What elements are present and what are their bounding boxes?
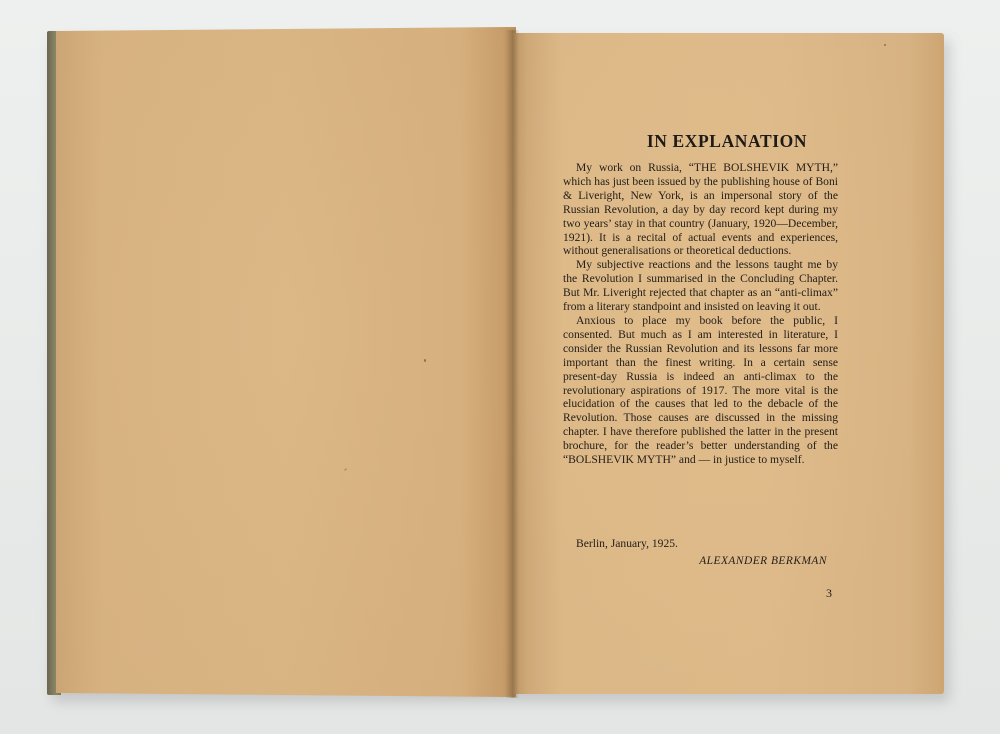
book-gutter	[505, 30, 519, 698]
dateline: Berlin, January, 1925.	[576, 537, 678, 550]
left-page	[56, 27, 516, 697]
page-title: IN EXPLANATION	[646, 131, 808, 151]
paragraph-2: My subjective reactions and the lessons taught me by the Revolution I summarised in the Concluding Chapter. But Mr. Liveright rejected that chapter as an “anti-climax” from a literary standpoint and insisted on leaving it out.	[563, 258, 838, 314]
right-page	[510, 33, 944, 694]
page-number: 3	[826, 586, 832, 600]
paper-speck	[424, 359, 426, 362]
paragraph-3: Anxious to place my book before the public, I consented. But much as I am interested in literature, I consider the Russian Revolution and its lessons far more important than the finest writing. In a certain sense present-day Russia is indeed an anti-climax to the revolutionary aspirations of 1917. The more vital is the elucidation of the causes that led to the debacle of the Revolution. Those causes are discussed in the missing chapter. I have therefore published the latter in the present brochure, for the reader’s better understanding of the “BOLSHEVIK MYTH” and — in justice to myself.	[563, 313, 838, 467]
paragraph-1: My work on Russia, “THE BOLSHEVIK MYTH,” which has just been issued by the publishing house of Boni & Liveright, New York, is an impersonal story of the Russian Revolution, a day by day record kept during my two years’ stay in that country (January, 1920—December, 1921). It is a recital of actual events and experiences, without generalisations or theoretical deductions.	[563, 161, 838, 258]
author-signature: ALEXANDER BERKMAN	[699, 555, 827, 567]
paper-speck	[344, 468, 347, 471]
body-text	[563, 161, 838, 467]
paper-speck	[884, 44, 886, 46]
